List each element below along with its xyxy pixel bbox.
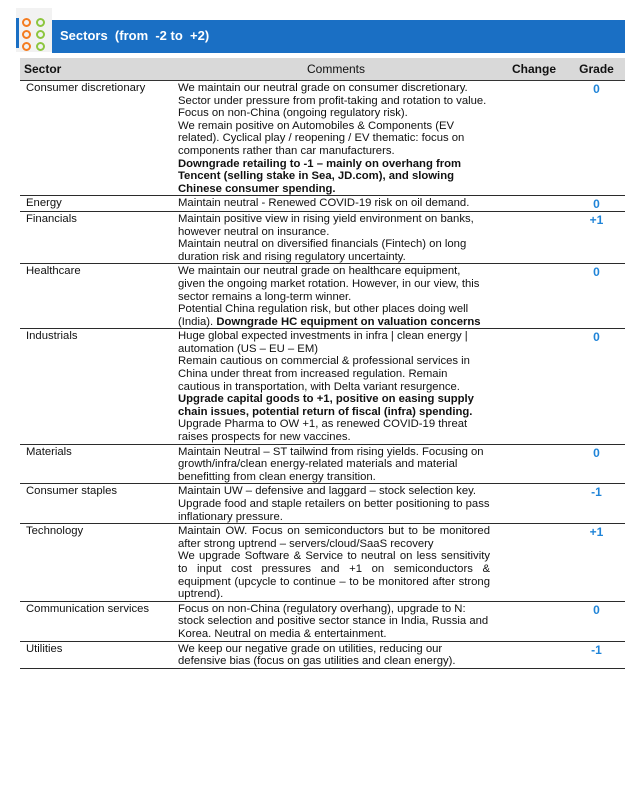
sector-comments: [172, 211, 500, 263]
comment-line: Maintain OW. Focus on semiconductors but to be monitored after strong uptrend – servers/cloud/SaaS recovery: [178, 525, 490, 550]
column-header-change: Change: [500, 58, 568, 81]
comment-line: Maintain Neutral – ST tailwind from rising yields. Focusing on growth/infra/clean energy-related materials and material benefitting from clean energy transition.: [178, 445, 484, 483]
comment-line: [178, 303, 490, 328]
change-cell: [500, 484, 568, 524]
sector-comments: [172, 524, 500, 602]
sector-name: Industrials: [20, 329, 172, 444]
grade-value: +1: [568, 524, 625, 602]
grade-value: 0: [568, 264, 625, 329]
change-cell: [500, 81, 568, 196]
comment-line: Maintain UW – defensive and laggard – stock selection key.: [178, 485, 477, 498]
table-row: [20, 196, 625, 212]
comment-line: Maintain neutral - Renewed COVID-19 risk on oil demand.: [178, 197, 470, 210]
change-cell: [500, 196, 568, 212]
comment-line: Upgrade Pharma to OW +1, as renewed COVID-19 threat raises prospects for new vaccines.: [178, 418, 468, 444]
comment-line: We keep our negative grade on utilities, reducing our defensive bias (focus on gas utilities and clean energy).: [178, 642, 456, 668]
change-cell: [500, 329, 568, 444]
sector-comments: [172, 329, 500, 444]
comment-text: Potential China regulation risk, but other places doing well (India).: [178, 303, 469, 328]
sector-name: Materials: [20, 444, 172, 484]
sector-name: Utilities: [20, 641, 172, 668]
table-row: [20, 524, 625, 602]
grade-value: -1: [568, 484, 625, 524]
table-row: [20, 601, 625, 641]
section-title: Sectors (from -2 to +2): [60, 28, 210, 43]
sector-comments: [172, 196, 500, 212]
table-row: [20, 81, 625, 196]
sector-name: Communication services: [20, 601, 172, 641]
logo-dot-icon: [22, 30, 31, 39]
sector-name: Healthcare: [20, 264, 172, 329]
comment-text-highlight: Downgrade HC equipment on valuation concerns: [216, 315, 481, 328]
column-header-grade: Grade: [568, 58, 625, 81]
logo-dot-icon: [22, 18, 31, 27]
sector-name: Energy: [20, 196, 172, 212]
logo-dot-icon: [36, 18, 45, 27]
sector-comments: [172, 444, 500, 484]
change-cell: [500, 524, 568, 602]
column-header-comments: Comments: [172, 58, 500, 81]
sector-comments: [172, 601, 500, 641]
comment-line: Upgrade food and staple retailers on better positioning to pass inflationary pressure.: [178, 498, 490, 523]
title-bar: [52, 20, 625, 53]
table-row: [20, 484, 625, 524]
comment-line: We maintain our neutral grade on consumer discretionary. Sector under pressure from profit-taking and rotation to value. Focus on non-China (ongoing regulatory risk).: [178, 82, 487, 120]
logo-accent-bar: [16, 18, 19, 48]
grade-value: 0: [568, 81, 625, 196]
sector-comments: [172, 264, 500, 329]
logo-dot-icon: [36, 42, 45, 51]
grade-value: 0: [568, 444, 625, 484]
table-row: [20, 329, 625, 444]
sector-name: Consumer staples: [20, 484, 172, 524]
comment-line: We upgrade Software & Service to neutral on less sensitivity to input cost pressures and +1 on semiconductors & equipment (upcycle to continue – to be monitored after strong uptrend).: [178, 550, 490, 601]
change-cell: [500, 264, 568, 329]
grade-value: 0: [568, 196, 625, 212]
sector-name: Consumer discretionary: [20, 81, 172, 196]
comment-line: We maintain our neutral grade on healthcare equipment, given the ongoing market rotation. However, in our view, this sector remains a long-term winner.: [178, 265, 480, 303]
table-row: [20, 211, 625, 263]
sector-name: Technology: [20, 524, 172, 602]
comment-line-highlight: Upgrade capital goods to +1, positive on easing supply chain issues, potential return of fiscal (infra) spending.: [178, 393, 474, 418]
grade-value: 0: [568, 601, 625, 641]
column-header-sector: Sector: [20, 58, 172, 81]
table-row: [20, 264, 625, 329]
grade-value: 0: [568, 329, 625, 444]
change-cell: [500, 211, 568, 263]
sector-comments: [172, 484, 500, 524]
change-cell: [500, 641, 568, 668]
change-cell: [500, 444, 568, 484]
table-header-row: [20, 58, 625, 81]
sectors-table: [20, 58, 625, 669]
grade-value: +1: [568, 211, 625, 263]
sector-name: Financials: [20, 211, 172, 263]
table-row: [20, 444, 625, 484]
comment-line: We remain positive on Automobiles & Components (EV related). Cyclical play / reopening / EV thematic: focus on components rather than car manufacturers.: [178, 119, 465, 157]
comment-line: Maintain neutral on diversified financials (Fintech) on long duration risk and rising regulatory uncertainty.: [178, 238, 467, 263]
change-cell: [500, 601, 568, 641]
comment-line: Remain cautious on commercial & professional services in China under threat from increased regulation. Remain cautious in transportation, with Delta variant resurgence.: [178, 355, 470, 393]
comment-line: Huge global expected investments in infra | clean energy | automation (US – EU – EM): [178, 330, 468, 355]
comment-line: Focus on non-China (regulatory overhang), upgrade to N: stock selection and positive sector stance in India, Russia and Korea. Neutral on media & entertainment.: [178, 602, 489, 640]
grade-value: -1: [568, 641, 625, 668]
comment-line-highlight: Downgrade retailing to -1 – mainly on overhang from Tencent (selling stake in Sea, JD.com), and slowing Chinese consumer spending.: [178, 157, 462, 195]
logo-dot-icon: [36, 30, 45, 39]
sector-comments: [172, 641, 500, 668]
logo-dot-icon: [22, 42, 31, 51]
section-header: [0, 4, 643, 52]
sector-comments: [172, 81, 500, 196]
brand-logo-icon: [16, 8, 52, 52]
comment-line: Maintain positive view in rising yield environment on banks, however neutral on insurance.: [178, 212, 474, 238]
table-row: [20, 641, 625, 668]
